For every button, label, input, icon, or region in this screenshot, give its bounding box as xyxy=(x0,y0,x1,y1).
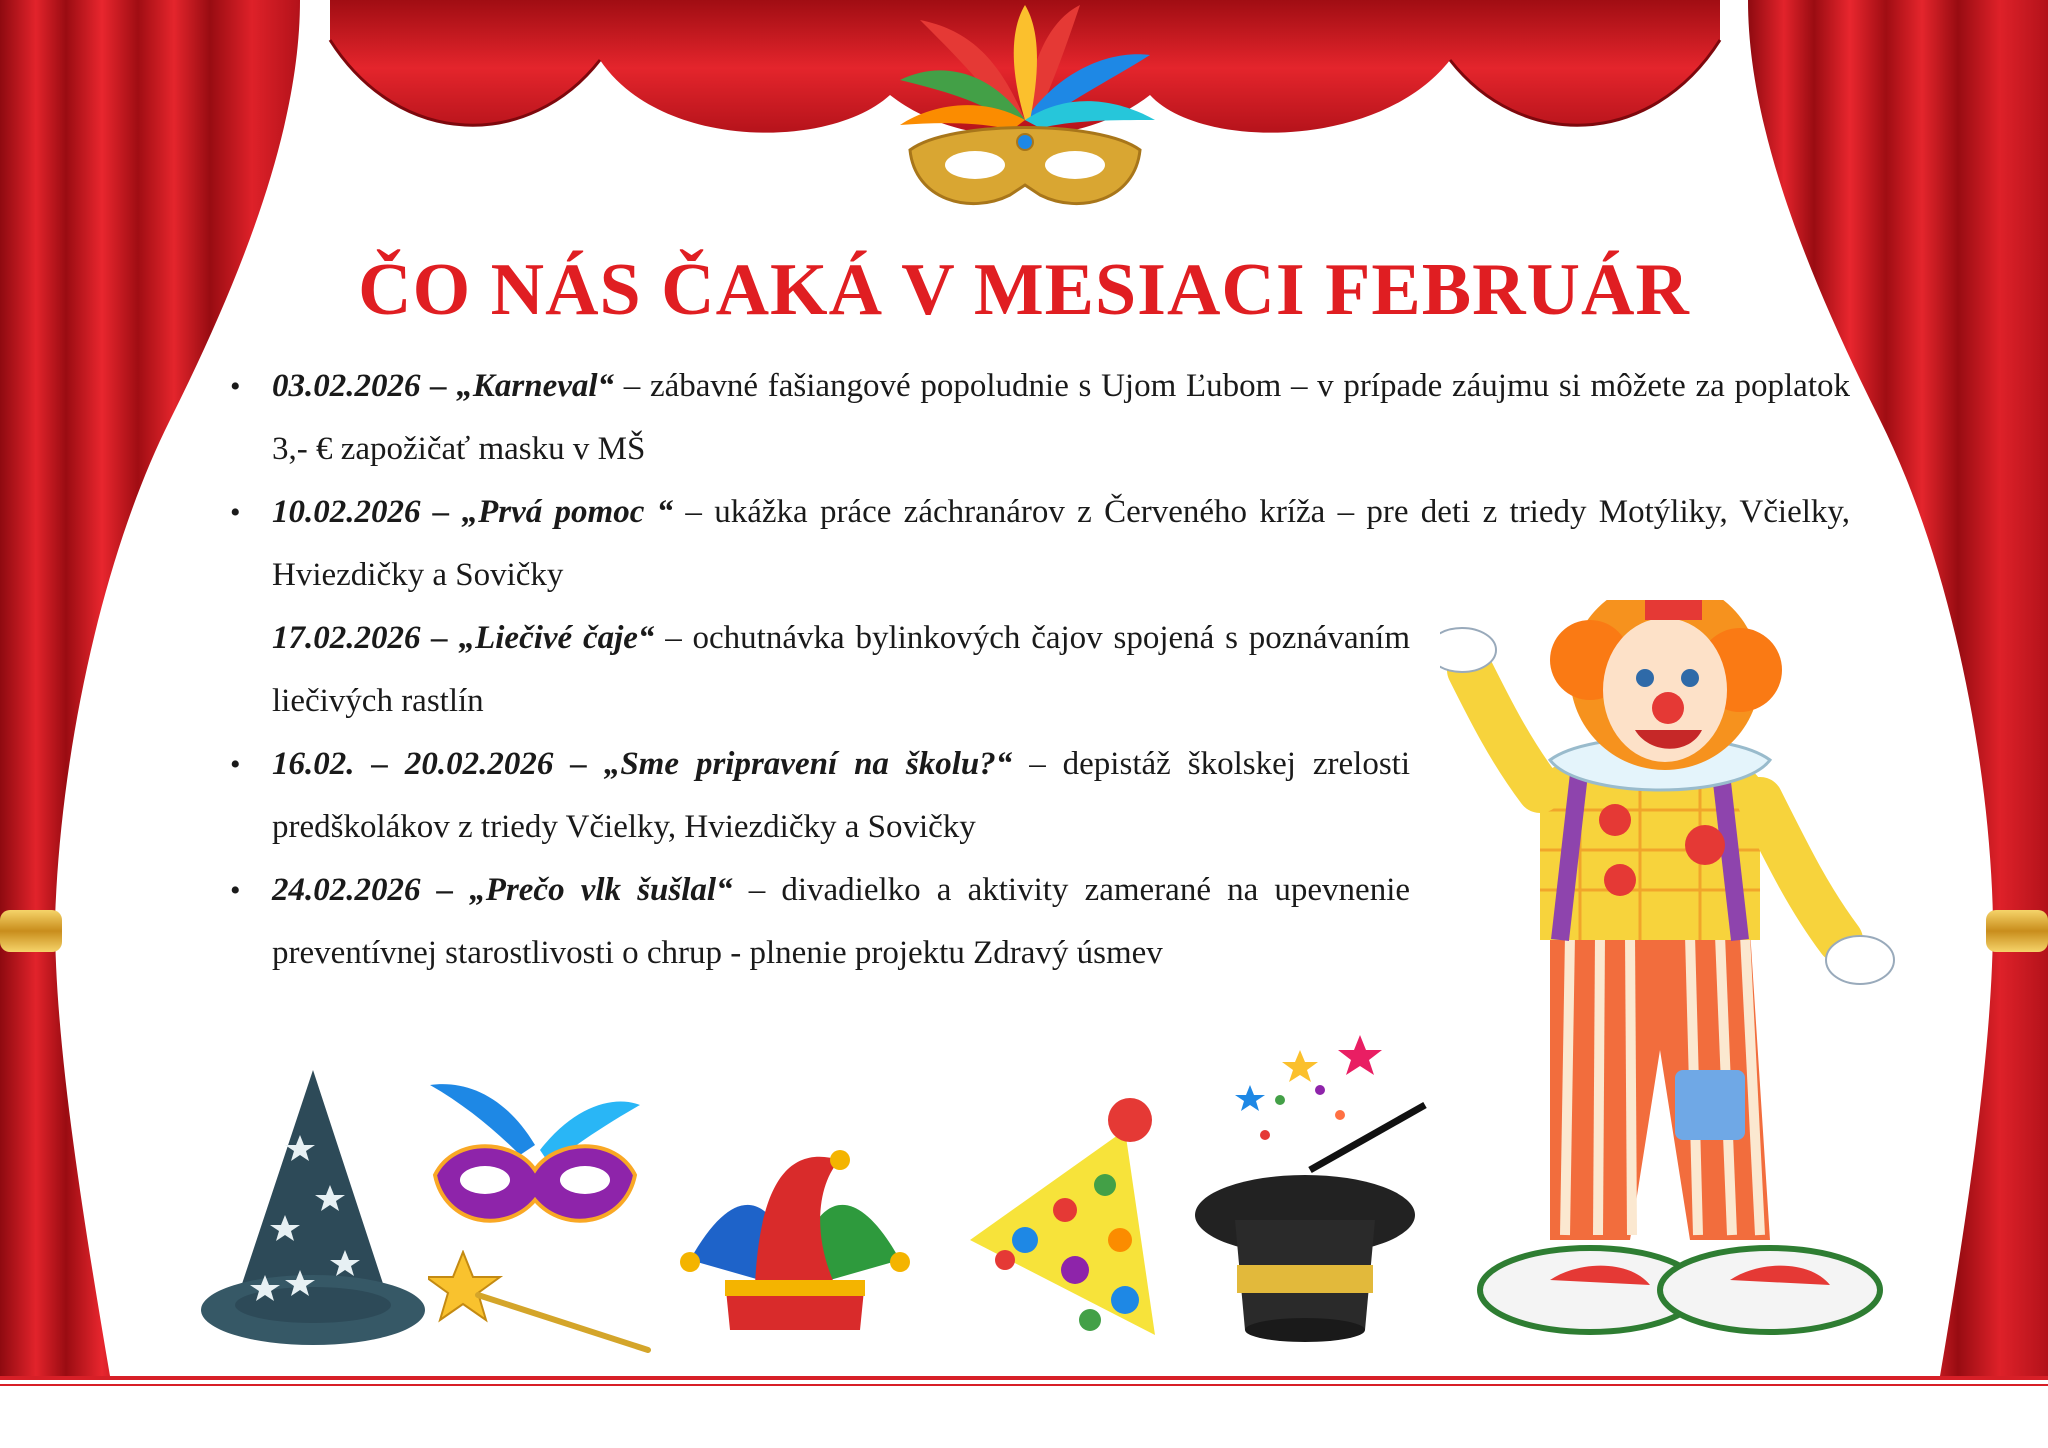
page-title: ČO NÁS ČAKÁ V MESIACI FEBRUÁR xyxy=(358,249,1690,331)
event-text: – divadielko a aktivity zamerané na upevnenie preventívnej starostlivosti o chrup - plnenie projektu Zdravý úsmev xyxy=(272,872,1411,971)
bullet: • xyxy=(230,370,241,403)
list-item xyxy=(230,733,1410,859)
event-heading: 10.02.2026 – „Prvá pomoc “ xyxy=(272,494,674,530)
event-text: – depistáž školskej zrelosti predškolákov z triedy Včielky, Hviezdičky a Sovičky xyxy=(272,746,1410,845)
carnival-mask-icon xyxy=(880,0,1170,230)
event-text: – zábavné fašiangové popoludnie s Ujom Ľubom – v prípade záujmu si môžete za poplatok 3,- € zapožičať masku v MŠ xyxy=(272,368,1850,467)
wizard-hat-icon xyxy=(195,1065,430,1355)
list-item xyxy=(230,355,1850,481)
event-heading: 17.02.2026 – „Liečivé čaje“ xyxy=(272,620,655,656)
footer-rule xyxy=(0,1376,2048,1380)
event-heading: 03.02.2026 – „Karneval“ xyxy=(272,368,615,404)
event-heading: 16.02. – 20.02.2026 – „Sme pripravení na školu?“ xyxy=(272,746,1013,782)
clown-illustration xyxy=(1440,600,1900,1360)
jester-hat-icon xyxy=(670,1140,920,1340)
event-heading: 24.02.2026 – „Prečo vlk šušlal“ xyxy=(272,872,733,908)
bullet: • xyxy=(230,874,241,907)
right-curtain-tieback xyxy=(1986,910,2048,952)
list-item xyxy=(230,481,1850,607)
list-item xyxy=(230,607,1410,733)
star-wand-icon xyxy=(428,1250,658,1360)
list-item xyxy=(230,859,1410,985)
event-text: – ochutnávka bylinkových čajov spojená s poznávaním liečivých rastlín xyxy=(272,620,1410,719)
bullet: • xyxy=(230,748,241,781)
magic-top-hat-icon xyxy=(1190,1030,1430,1345)
left-curtain-tieback xyxy=(0,910,62,952)
event-text: – ukážka práce záchranárov z Červeného kríža – pre deti z triedy Motýliky, Včielky, Hviezdičky a Sovičky xyxy=(272,494,1851,593)
bullet: • xyxy=(230,496,241,529)
party-hat-icon xyxy=(965,1090,1165,1345)
feather-mask-icon xyxy=(425,1075,645,1240)
footer-rule-thin xyxy=(0,1384,2048,1386)
